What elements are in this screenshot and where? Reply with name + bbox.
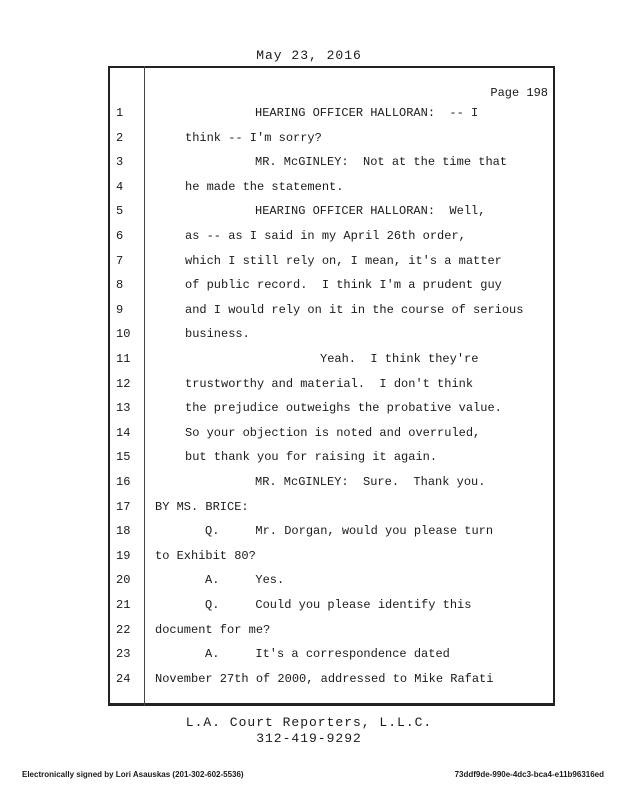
line-number: 7 <box>116 254 124 268</box>
line-number: 18 <box>116 524 131 538</box>
line-number: 13 <box>116 401 131 415</box>
line-number: 6 <box>116 229 124 243</box>
court-reporter-firm: L.A. Court Reporters, L.L.C. <box>185 715 433 730</box>
transcript-line-text: A. It's a correspondence dated <box>205 647 450 661</box>
line-number: 5 <box>116 204 124 218</box>
line-number: 8 <box>116 278 124 292</box>
line-number: 16 <box>116 475 131 489</box>
line-number: 19 <box>116 549 131 563</box>
transcript-line-text: Q. Mr. Dorgan, would you please turn <box>205 524 494 538</box>
transcript-date: May 23, 2016 <box>256 48 362 63</box>
line-number: 14 <box>116 426 131 440</box>
line-number-rule <box>144 66 145 706</box>
transcript-line-text: to Exhibit 80? <box>155 549 256 563</box>
document-hash: 73ddf9de-990e-4dc3-bca4-e11b96316ed <box>454 770 604 779</box>
transcript-line-text: he made the statement. <box>185 180 344 194</box>
line-number: 15 <box>116 450 131 464</box>
line-number: 12 <box>116 377 131 391</box>
line-number: 4 <box>116 180 124 194</box>
transcript-line-text: HEARING OFFICER HALLORAN: Well, <box>255 204 486 218</box>
electronic-signature: Electronically signed by Lori Asauskas (201-302-602-5536) <box>22 770 244 779</box>
transcript-line-text: MR. McGINLEY: Sure. Thank you. <box>255 475 486 489</box>
line-number: 2 <box>116 131 124 145</box>
transcript-line-text: think -- I'm sorry? <box>185 131 322 145</box>
court-reporter-phone: 312-419-9292 <box>256 731 362 746</box>
line-number: 20 <box>116 573 131 587</box>
line-number: 9 <box>116 303 124 317</box>
transcript-line-text: the prejudice outweighs the probative value. <box>185 401 502 415</box>
transcript-line-text: but thank you for raising it again. <box>185 450 438 464</box>
transcript-line-text: So your objection is noted and overruled, <box>185 426 481 440</box>
transcript-line-text: as -- as I said in my April 26th order, <box>185 229 466 243</box>
transcript-line-text: BY MS. BRICE: <box>155 500 249 514</box>
transcript-line-text: MR. McGINLEY: Not at the time that <box>255 155 508 169</box>
transcript-line-text: Yeah. I think they're <box>320 352 479 366</box>
line-number: 10 <box>116 327 131 341</box>
transcript-line-text: A. Yes. <box>205 573 285 587</box>
line-number: 24 <box>116 672 131 686</box>
transcript-line-text: business. <box>185 327 250 341</box>
transcript-line-text: and I would rely on it in the course of serious <box>185 303 524 317</box>
line-number: 11 <box>116 352 131 366</box>
transcript-line-text: trustworthy and material. I don't think <box>185 377 474 391</box>
page-label: Page 198 <box>490 86 548 100</box>
line-number: 17 <box>116 500 131 514</box>
transcript-line-text: HEARING OFFICER HALLORAN: -- I <box>255 106 479 120</box>
line-number: 3 <box>116 155 124 169</box>
transcript-line-text: document for me? <box>155 623 271 637</box>
line-number: 22 <box>116 623 131 637</box>
transcript-line-text: November 27th of 2000, addressed to Mike Rafati <box>155 672 494 686</box>
transcript-line-text: Q. Could you please identify this <box>205 598 472 612</box>
transcript-line-text: of public record. I think I'm a prudent guy <box>185 278 502 292</box>
line-number: 1 <box>116 106 124 120</box>
line-number: 23 <box>116 647 131 661</box>
line-number: 21 <box>116 598 131 612</box>
transcript-line-text: which I still rely on, I mean, it's a matter <box>185 254 502 268</box>
